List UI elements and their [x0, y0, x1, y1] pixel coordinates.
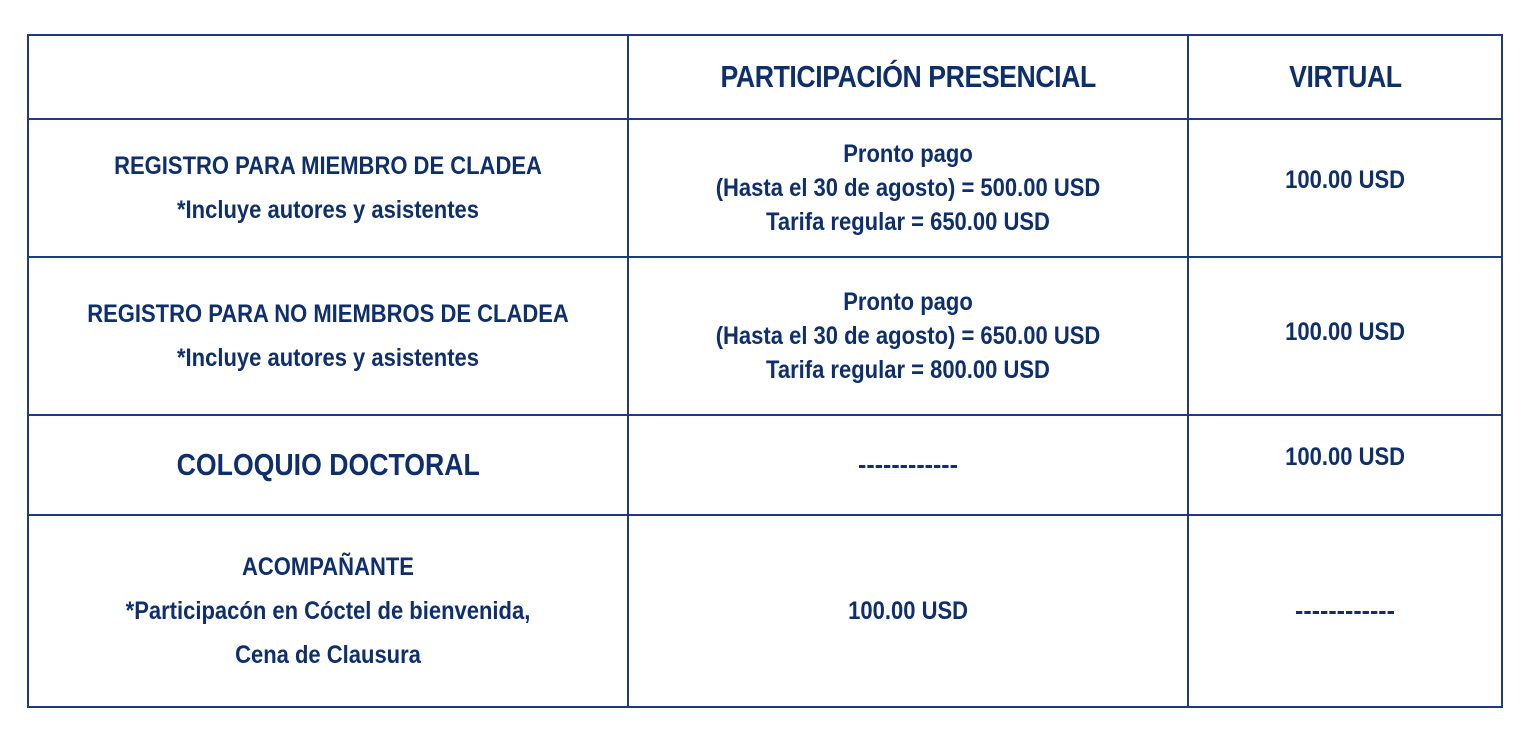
virtual-price: 100.00 USD [1285, 165, 1405, 194]
header-presencial-cell [628, 35, 1188, 119]
virtual-price: 100.00 USD [1285, 442, 1405, 471]
early-payment-price: (Hasta el 30 de agosto) = 500.00 USD [715, 174, 1101, 202]
early-payment-label: Pronto pago [843, 140, 973, 168]
header-virtual-cell [1188, 35, 1502, 119]
virtual-price-cell [1188, 257, 1502, 415]
row-note-line-1: *Participacón en Cóctel de bienvenida, [125, 597, 531, 625]
not-applicable-dash: ------------ [1295, 596, 1395, 625]
row-note: *Incluye autores y asistentes [176, 196, 480, 224]
virtual-price: 100.00 USD [1285, 317, 1405, 346]
presencial-price: 100.00 USD [848, 596, 968, 625]
row-label-cell [28, 515, 628, 707]
header-presencial-label: PARTICIPACIÓN PRESENCIAL [720, 59, 1096, 94]
not-applicable-dash: ------------ [858, 450, 958, 479]
virtual-price-cell [1188, 119, 1502, 257]
virtual-price-cell [1188, 515, 1502, 707]
regular-price: Tarifa regular = 800.00 USD [766, 356, 1050, 384]
table-row-member [28, 119, 1502, 257]
row-label-cell [28, 415, 628, 515]
row-label-cell [28, 119, 628, 257]
virtual-price-cell [1188, 415, 1502, 515]
registration-fee-table [27, 34, 1503, 708]
early-payment-price: (Hasta el 30 de agosto) = 650.00 USD [715, 322, 1101, 350]
header-virtual-label: VIRTUAL [1288, 59, 1402, 94]
early-payment-label: Pronto pago [843, 288, 973, 316]
presencial-price-cell [628, 257, 1188, 415]
table-header-row [28, 35, 1502, 119]
row-label-cell [28, 257, 628, 415]
header-empty-cell [28, 35, 628, 119]
row-title: REGISTRO PARA NO MIEMBROS DE CLADEA [87, 300, 569, 328]
row-note-line-2: Cena de Clausura [235, 641, 421, 669]
regular-price: Tarifa regular = 650.00 USD [766, 208, 1050, 236]
row-note: *Incluye autores y asistentes [176, 344, 480, 372]
presencial-price-cell [628, 415, 1188, 515]
presencial-price-cell [628, 119, 1188, 257]
row-title: ACOMPAÑANTE [242, 553, 414, 581]
row-title: COLOQUIO DOCTORAL [176, 447, 480, 482]
table-row-non-member [28, 257, 1502, 415]
table-row-companion [28, 515, 1502, 707]
presencial-price-cell [628, 515, 1188, 707]
table-row-doctoral [28, 415, 1502, 515]
row-title: REGISTRO PARA MIEMBRO DE CLADEA [114, 152, 542, 180]
